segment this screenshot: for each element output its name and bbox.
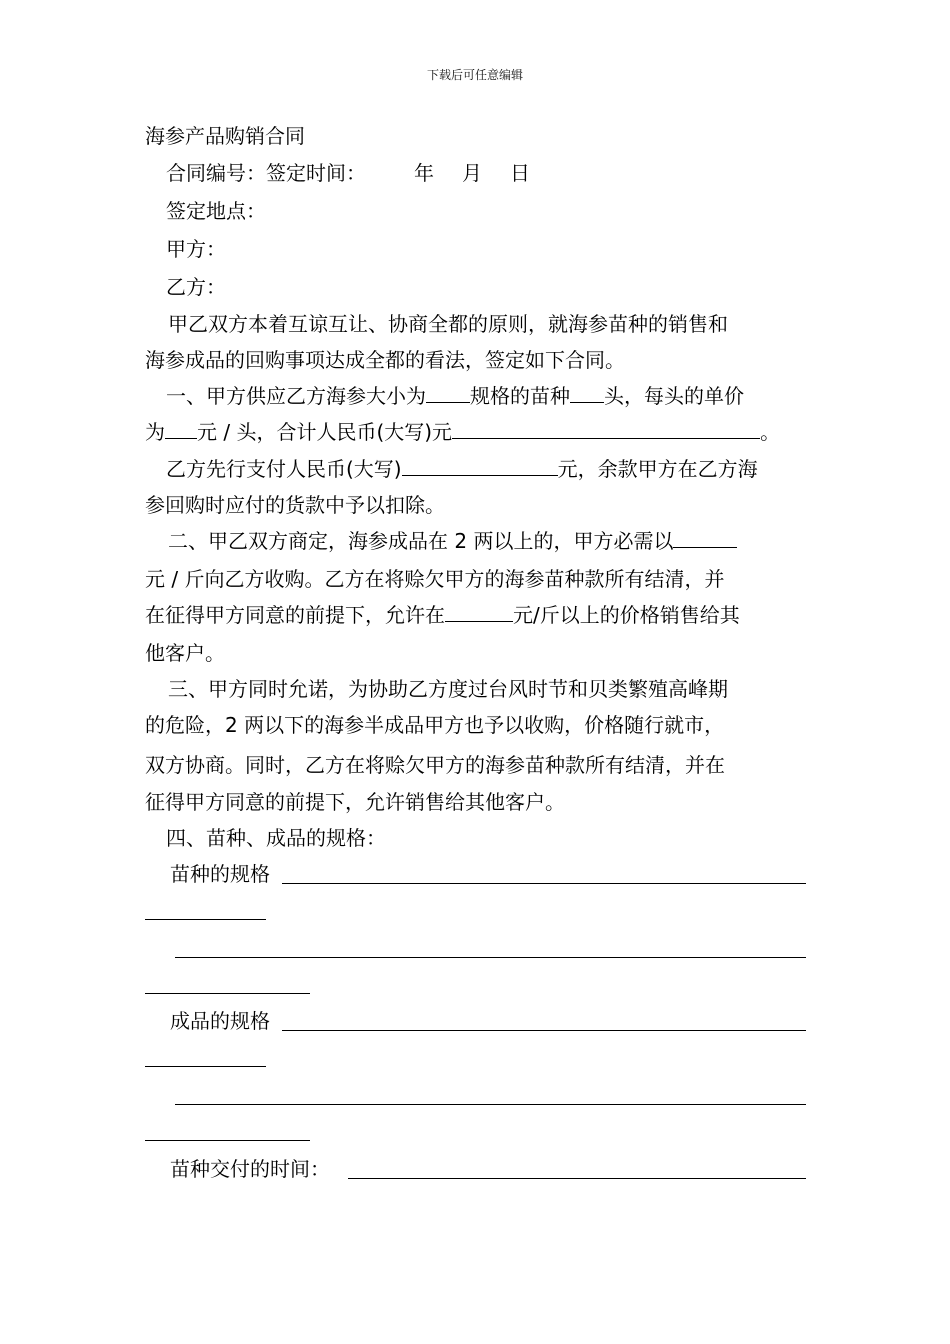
seed-spec-blank-1 bbox=[282, 883, 806, 884]
seed-spec-blank-2 bbox=[145, 919, 266, 920]
product-spec-blank-1 bbox=[282, 1030, 806, 1031]
clause-3-line-1: 三、甲方同时允诺，为协助乙方度过台风时节和贝类繁殖高峰期 bbox=[168, 677, 728, 701]
contract-no-label: 合同编号： bbox=[166, 161, 266, 185]
clause-3-line-2: 的危险，2 两以下的海参半成品甲方也予以收购，价格随行就市， bbox=[145, 713, 725, 737]
clause-1-line-4: 参回购时应付的货款中予以扣除。 bbox=[145, 493, 445, 517]
prepayment-blank bbox=[402, 457, 558, 476]
clause-2-line-4: 他客户。 bbox=[145, 641, 225, 665]
day-label: 日 bbox=[510, 161, 530, 185]
month-label: 月 bbox=[462, 161, 482, 185]
unit-price-blank bbox=[165, 420, 197, 439]
product-spec-blank-4 bbox=[145, 1140, 310, 1141]
clause-1-line-2: 为 元 / 头，合计人民币(大写)元 。 bbox=[145, 420, 781, 444]
clause-2-line-2: 元 / 斤向乙方收购。乙方在将赊欠甲方的海参苗种款所有结清，并 bbox=[145, 567, 725, 591]
total-amount-blank bbox=[452, 420, 760, 439]
clause-1-line-3: 乙方先行支付人民币(大写) 元，余款甲方在乙方海 bbox=[166, 457, 758, 481]
party-a-label: 甲方： bbox=[166, 237, 226, 261]
delivery-time-blank bbox=[348, 1178, 806, 1179]
sign-time-label: 签定时间： bbox=[266, 161, 366, 185]
clause-1-line-1: 一、甲方供应乙方海参大小为 规格的苗种 头，每头的单价 bbox=[166, 384, 744, 408]
clause-2-line-3: 在征得甲方同意的前提下，允许在 元/斤以上的价格销售给其 bbox=[145, 603, 740, 627]
size-blank bbox=[426, 384, 470, 403]
clause-4-title: 四、苗种、成品的规格： bbox=[166, 826, 386, 850]
sign-place-label: 签定地点： bbox=[166, 199, 266, 223]
delivery-time-label: 苗种交付的时间： bbox=[170, 1157, 330, 1181]
intro-line-1: 甲乙双方本着互谅互让、协商全都的原则，就海参苗种的销售和 bbox=[168, 312, 728, 336]
clause-3-line-3: 双方协商。同时，乙方在将赊欠甲方的海参苗种款所有结清，并在 bbox=[145, 753, 725, 777]
year-label: 年 bbox=[414, 161, 434, 185]
product-spec-label: 成品的规格 bbox=[170, 1009, 270, 1033]
contract-title: 海参产品购销合同 bbox=[145, 124, 305, 148]
min-price-blank bbox=[445, 603, 513, 622]
seed-spec-blank-4 bbox=[145, 993, 310, 994]
seed-spec-blank-3 bbox=[175, 957, 806, 958]
purchase-price-blank bbox=[673, 529, 737, 548]
quantity-blank bbox=[570, 384, 604, 403]
seed-spec-label: 苗种的规格 bbox=[170, 862, 270, 886]
intro-line-2: 海参成品的回购事项达成全都的看法，签定如下合同。 bbox=[145, 348, 625, 372]
product-spec-blank-2 bbox=[145, 1066, 266, 1067]
product-spec-blank-3 bbox=[175, 1104, 806, 1105]
clause-3-line-4: 征得甲方同意的前提下，允许销售给其他客户。 bbox=[145, 790, 565, 814]
page-header: 下载后可任意编辑 bbox=[426, 68, 523, 82]
contract-number-line bbox=[166, 161, 530, 185]
clause-2-line-1: 二、甲乙双方商定，海参成品在 2 两以上的，甲方必需以 bbox=[168, 529, 737, 553]
party-b-label: 乙方： bbox=[166, 275, 226, 299]
